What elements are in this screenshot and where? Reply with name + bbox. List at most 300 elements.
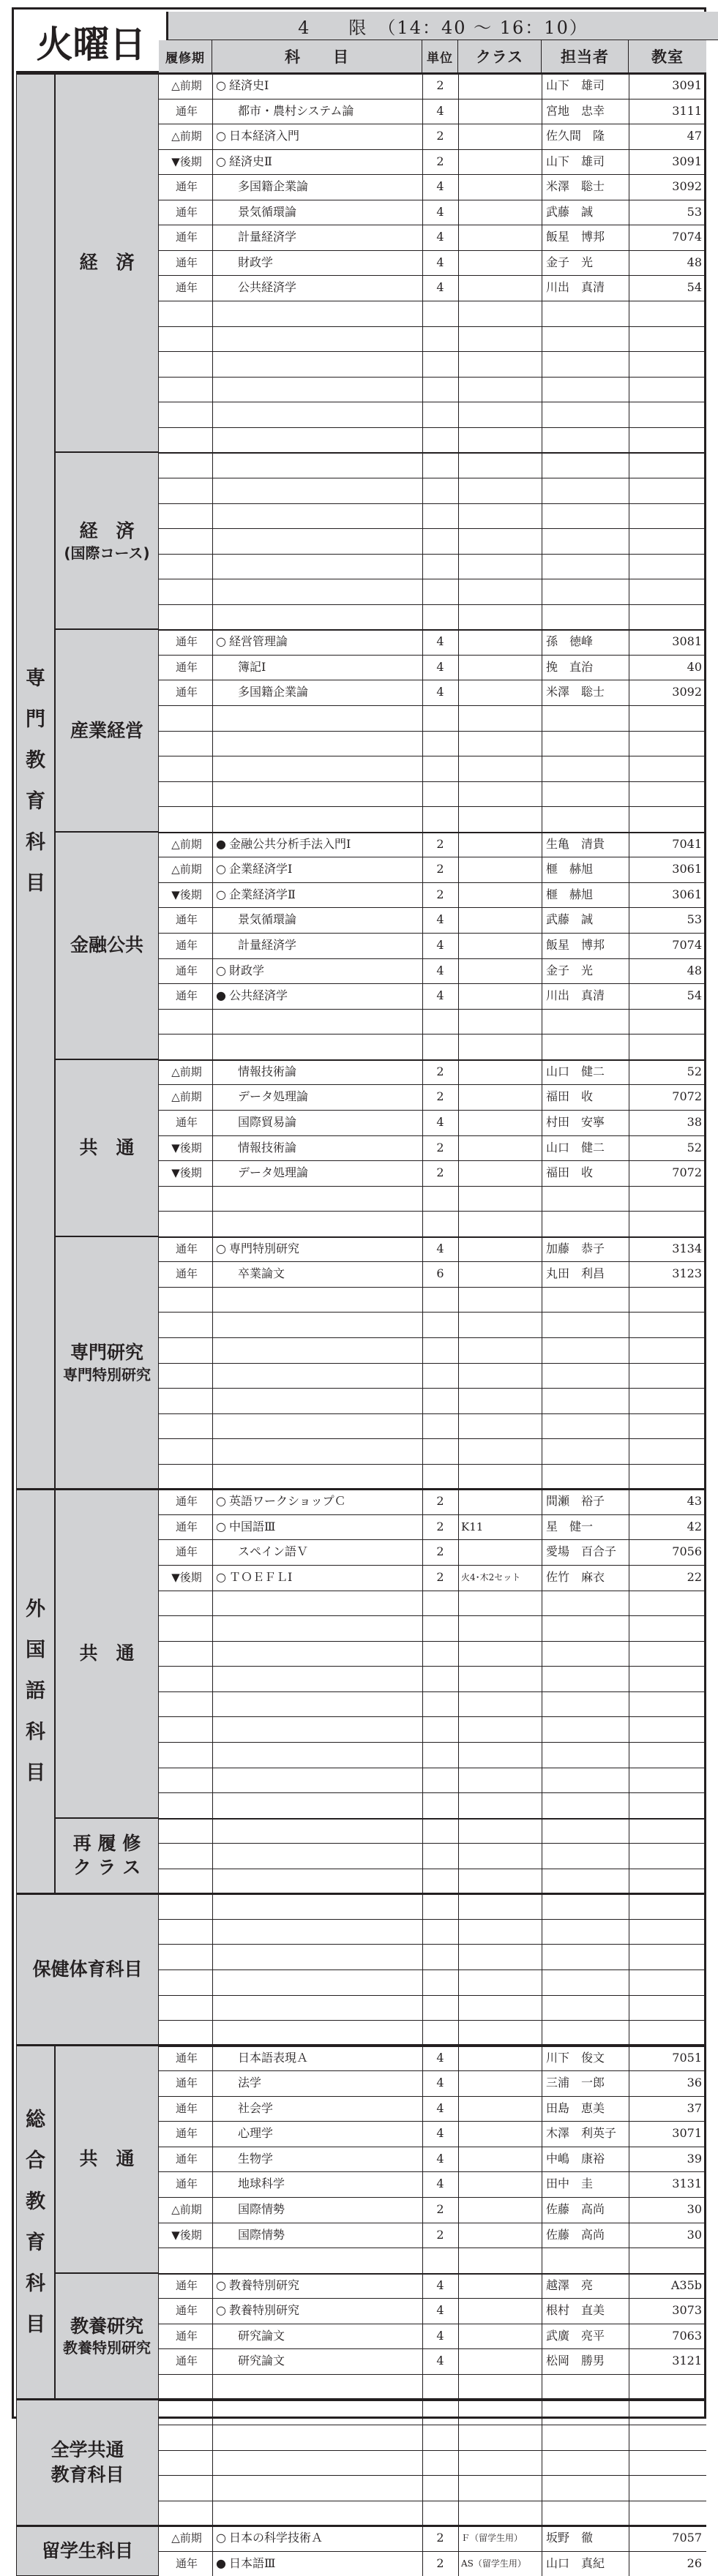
course-name: 金融公共分析手法入門Ⅰ	[229, 836, 351, 851]
category-label-char: 目	[26, 1761, 45, 1784]
course-room: 47	[687, 129, 702, 143]
category-label-char: 国	[26, 1638, 45, 1661]
course-credits: 4	[436, 255, 444, 269]
course-term: 通年	[175, 255, 198, 269]
course-room: 7057	[672, 2531, 702, 2545]
course-name-cell[interactable]	[216, 2151, 421, 2167]
course-name: 国際情勢	[238, 2227, 285, 2242]
course-credits: 4	[436, 204, 444, 219]
course-teacher: 坂野 徹	[546, 2531, 594, 2545]
open-circle-mark: ○	[216, 78, 226, 92]
open-circle-mark: ○	[216, 2303, 226, 2318]
empty-row	[159, 427, 706, 453]
empty-row	[159, 1615, 706, 1641]
course-name-cell[interactable]	[216, 78, 421, 94]
empty-row	[159, 1186, 706, 1212]
category-label-char: 目	[26, 871, 45, 895]
course-name-cell[interactable]	[216, 2050, 421, 2066]
course-name-cell[interactable]	[216, 2328, 421, 2344]
course-room: 7063	[672, 2328, 702, 2343]
empty-row	[159, 1919, 706, 1945]
category-label-char: 門	[26, 707, 45, 731]
course-room: 30	[687, 2227, 702, 2242]
open-circle-mark: ○	[216, 1494, 226, 1509]
empty-row	[159, 1591, 706, 1616]
course-name: 日本の科学技術Ａ	[229, 2531, 324, 2545]
empty-row	[159, 1666, 706, 1691]
course-teacher: 榧 赫旭	[546, 862, 594, 876]
course-name: 都市・農村システム論	[238, 103, 354, 118]
empty-row	[159, 1792, 706, 1818]
course-term: 通年	[175, 989, 198, 1003]
course-name-cell[interactable]	[216, 1140, 421, 1156]
course-room: 48	[687, 963, 702, 977]
section-label-line: 教育科目	[51, 2463, 124, 2485]
category-separator	[16, 1893, 706, 1895]
course-name-cell[interactable]	[216, 2176, 421, 2192]
course-term: ▼後期	[171, 1571, 202, 1585]
category-label-char: 科	[26, 2272, 45, 2295]
course-room: 26	[687, 2556, 702, 2570]
course-name-cell[interactable]	[216, 634, 421, 650]
course-room: 3071	[672, 2126, 702, 2141]
course-teacher: 三浦 一郎	[546, 2076, 605, 2090]
section-label-cell	[16, 1893, 159, 2045]
course-credits: 2	[436, 1494, 444, 1509]
filled-circle-mark: ●	[216, 836, 226, 851]
course-teacher: 米澤 聡士	[546, 179, 605, 194]
course-name-cell[interactable]	[216, 1165, 421, 1181]
category-label-cell	[16, 1489, 55, 1893]
course-credits: 4	[436, 2126, 444, 2141]
course-credits: 4	[436, 2151, 444, 2166]
course-teacher: 山下 雄司	[546, 154, 605, 168]
course-name-cell[interactable]	[216, 963, 421, 979]
course-teacher: 松岡 勝男	[546, 2354, 605, 2368]
course-term: 通年	[175, 1115, 198, 1129]
course-name-cell[interactable]	[216, 204, 421, 220]
category-separator	[16, 1488, 706, 1490]
course-teacher: 宮地 忠幸	[546, 103, 605, 118]
course-room: 3073	[672, 2303, 702, 2318]
empty-row	[159, 2475, 706, 2501]
course-name-cell[interactable]	[216, 2353, 421, 2369]
course-room: 38	[687, 1114, 702, 1129]
section-label-line: 金融公共	[70, 934, 143, 956]
open-circle-mark: ○	[216, 129, 226, 143]
course-credits: 4	[436, 659, 444, 674]
course-term: 通年	[175, 180, 198, 194]
course-term: ▼後期	[171, 1141, 202, 1154]
course-credits: 2	[436, 836, 444, 851]
course-teacher: 村田 安寧	[546, 1114, 605, 1129]
course-credits: 4	[436, 179, 444, 194]
course-term: 通年	[175, 2329, 198, 2343]
section-label-cell	[55, 2046, 159, 2273]
category-label-char: 教	[26, 2190, 45, 2213]
filled-circle-mark: ●	[216, 988, 226, 1003]
course-teacher: 生亀 清貴	[546, 836, 605, 851]
section-label-line: 教養研究	[70, 2315, 143, 2337]
empty-row	[159, 1944, 706, 1969]
empty-row	[159, 1691, 706, 1717]
course-credits: 2	[436, 1570, 444, 1585]
course-credits: 4	[436, 634, 444, 649]
course-name-cell[interactable]	[216, 279, 421, 296]
empty-row	[159, 503, 706, 529]
course-name-cell[interactable]	[216, 2556, 421, 2572]
section-label-line: 共 通	[79, 1136, 135, 1158]
filled-circle-mark: ●	[216, 2556, 226, 2570]
course-teacher: 武廣 亮平	[546, 2328, 605, 2343]
empty-row	[159, 377, 706, 402]
empty-row	[159, 1363, 706, 1389]
section-label-cell	[55, 1236, 159, 1490]
empty-row	[159, 1211, 706, 1236]
course-term: △前期	[171, 2203, 202, 2217]
course-term: 通年	[175, 1242, 198, 1255]
course-name: 公共経済学	[238, 280, 297, 295]
category-label-char: 教	[26, 748, 45, 772]
course-term: 通年	[175, 2354, 198, 2368]
course-term: 通年	[175, 2051, 198, 2065]
section-label-line: 共 通	[79, 2148, 135, 2170]
course-term: △前期	[171, 1090, 202, 1104]
empty-row	[159, 1995, 706, 2021]
course-name-cell[interactable]	[216, 2278, 421, 2294]
course-credits: 2	[436, 1544, 444, 1559]
category-label-char: 総	[26, 2108, 45, 2131]
empty-row	[159, 604, 706, 630]
course-credits: 4	[436, 988, 444, 1003]
teacher-col-header: 担当者	[542, 40, 629, 73]
course-name: 計量経済学	[238, 230, 297, 244]
course-name: 英語ワークショップＣ	[229, 1494, 346, 1509]
empty-row	[159, 756, 706, 781]
course-teacher: 佐藤 高尚	[546, 2202, 605, 2217]
course-name: 研究論文	[238, 2354, 285, 2368]
course-teacher: 愛場 百合子	[546, 1544, 617, 1559]
section-label-cell	[16, 2400, 159, 2526]
course-name: 景気循環論	[238, 204, 297, 219]
course-credits: 2	[436, 2202, 444, 2217]
course-credits: 2	[436, 1165, 444, 1180]
course-room: A35b	[670, 2278, 702, 2292]
course-name-cell[interactable]	[216, 128, 421, 144]
empty-row	[159, 731, 706, 756]
course-term: 通年	[175, 939, 198, 953]
course-name-cell[interactable]	[216, 2075, 421, 2091]
course-term: 通年	[175, 635, 198, 649]
course-room: 3121	[672, 2354, 702, 2368]
category-label-char: 外	[26, 1597, 45, 1621]
course-credits: 4	[436, 2328, 444, 2343]
course-room: 40	[687, 659, 702, 674]
course-term: △前期	[171, 863, 202, 876]
course-room: 42	[687, 1519, 702, 1533]
course-credits: 4	[436, 2050, 444, 2065]
empty-row	[159, 1818, 706, 1844]
course-term: 通年	[175, 686, 198, 699]
empty-row	[159, 579, 706, 604]
empty-row	[159, 806, 706, 832]
course-teacher: 飯星 博邦	[546, 938, 605, 953]
course-term: ▼後期	[171, 154, 202, 168]
empty-row	[159, 351, 706, 377]
empty-row	[159, 2248, 706, 2273]
open-circle-mark: ○	[216, 1570, 226, 1585]
course-term: 通年	[175, 2556, 198, 2570]
column-divider	[212, 73, 213, 2576]
course-name: 国際貿易論	[238, 1114, 297, 1129]
course-credits: 4	[436, 963, 444, 977]
course-term: ▼後期	[171, 887, 202, 901]
course-room: 3123	[672, 1266, 702, 1281]
course-name: 日本語Ⅲ	[229, 2556, 276, 2570]
course-room: 3134	[672, 1241, 702, 1255]
course-name-cell[interactable]	[216, 912, 421, 928]
course-term: 通年	[175, 2152, 198, 2166]
course-room: 54	[687, 280, 702, 295]
course-teacher: 佐久間 隆	[546, 129, 605, 143]
course-name-cell[interactable]	[216, 255, 421, 271]
course-name-cell[interactable]	[216, 2100, 421, 2117]
open-circle-mark: ○	[216, 1519, 226, 1533]
course-name-cell[interactable]	[216, 836, 421, 852]
section-label-line: 保健体育科目	[32, 1959, 143, 1980]
course-name: 景気循環論	[238, 912, 297, 927]
course-name-cell[interactable]	[216, 1064, 421, 1080]
course-name-cell[interactable]	[216, 1569, 421, 1585]
course-name-cell[interactable]	[216, 659, 421, 675]
open-circle-mark: ○	[216, 963, 226, 977]
course-term: 通年	[175, 205, 198, 219]
course-name: 企業経済学Ⅱ	[229, 887, 296, 901]
course-credits: 2	[436, 129, 444, 143]
section-label-cell	[55, 452, 159, 629]
course-name: 経営管理論	[229, 634, 288, 649]
empty-row	[159, 1464, 706, 1490]
course-credits: 2	[436, 1064, 444, 1078]
empty-row	[159, 1034, 706, 1059]
course-room: 3061	[672, 887, 702, 901]
course-term: △前期	[171, 129, 202, 143]
course-room: 36	[687, 2076, 702, 2090]
course-credits: 4	[436, 1114, 444, 1129]
course-name-cell[interactable]	[216, 103, 421, 119]
empty-row	[159, 2425, 706, 2450]
course-name-cell[interactable]	[216, 179, 421, 195]
course-name: 教養特別研究	[229, 2278, 300, 2292]
course-teacher: 川出 真清	[546, 280, 605, 295]
course-name-cell[interactable]	[216, 1266, 421, 1282]
course-room: 3111	[672, 103, 702, 118]
empty-row	[159, 528, 706, 554]
course-name-cell[interactable]	[216, 2227, 421, 2243]
open-circle-mark: ○	[216, 154, 226, 168]
course-term: △前期	[171, 2531, 202, 2545]
course-credits: 2	[436, 2556, 444, 2570]
empty-row	[159, 301, 706, 326]
course-name: 専門特別研究	[229, 1241, 300, 1255]
section-label-line: 経 済	[79, 252, 135, 274]
category-separator	[16, 2525, 706, 2527]
section-label-line: 産業経営	[70, 719, 143, 741]
course-term: 通年	[175, 1545, 198, 1559]
course-name-cell[interactable]	[216, 1493, 421, 1509]
empty-row	[159, 2400, 706, 2425]
course-name: 公共経済学	[229, 988, 288, 1003]
credits-col-header: 単位	[422, 40, 458, 73]
course-credits: 4	[436, 938, 444, 953]
course-teacher: 榧 赫旭	[546, 887, 594, 901]
course-name: スペイン語Ｖ	[238, 1544, 309, 1559]
course-name-cell[interactable]	[216, 154, 421, 170]
course-room: 52	[687, 1140, 702, 1154]
empty-row	[159, 1413, 706, 1439]
empty-row	[159, 1312, 706, 1337]
empty-row	[159, 2020, 706, 2046]
course-term: △前期	[171, 837, 202, 851]
course-credits: 6	[436, 1266, 444, 1281]
empty-row	[159, 1843, 706, 1869]
course-teacher: 越澤 亮	[546, 2278, 594, 2292]
column-divider	[422, 73, 423, 2576]
category-label-char: 育	[26, 789, 45, 813]
column-divider	[458, 73, 459, 2576]
course-name-cell[interactable]	[216, 2530, 421, 2546]
course-credits: 4	[436, 2177, 444, 2191]
course-name-cell[interactable]	[216, 861, 421, 877]
section-label-line: 共 通	[79, 1642, 135, 1664]
course-name-cell[interactable]	[216, 937, 421, 953]
course-name: 国際情勢	[238, 2202, 285, 2217]
course-room: 43	[687, 1494, 702, 1509]
course-term: 通年	[175, 1495, 198, 1509]
course-name-cell[interactable]	[216, 2125, 421, 2141]
course-teacher: 山口 真紀	[546, 2556, 605, 2570]
course-name: データ処理論	[238, 1165, 309, 1180]
course-name-cell[interactable]	[216, 1544, 421, 1560]
course-teacher: 間瀬 裕子	[546, 1494, 605, 1509]
course-room: 3131	[672, 2177, 702, 2191]
section-label-cell	[55, 2273, 159, 2400]
empty-row	[159, 1742, 706, 1768]
course-name-cell[interactable]	[216, 1089, 421, 1105]
empty-row	[159, 1716, 706, 1742]
course-credits: 2	[436, 2531, 444, 2545]
course-name-cell[interactable]	[216, 887, 421, 903]
class-col-header: クラス	[458, 40, 542, 73]
course-teacher: 金子 光	[546, 963, 594, 977]
course-name-cell[interactable]	[216, 988, 421, 1004]
empty-row	[159, 2501, 706, 2526]
course-name-cell[interactable]	[216, 1114, 421, 1130]
course-teacher: 山口 健二	[546, 1140, 605, 1154]
empty-row	[159, 1337, 706, 1363]
empty-row	[159, 1869, 706, 1894]
course-room: 53	[687, 912, 702, 927]
course-teacher: 中嶋 康裕	[546, 2151, 605, 2166]
course-name-cell[interactable]	[216, 2302, 421, 2318]
course-room: 22	[687, 1570, 702, 1585]
category-label-char: 科	[26, 1720, 45, 1743]
course-term: △前期	[171, 1064, 202, 1078]
course-credits: 2	[436, 1519, 444, 1533]
course-name: 地球科学	[238, 2177, 285, 2191]
category-label-char: 育	[26, 2231, 45, 2254]
course-class: K11	[461, 1520, 484, 1533]
course-name: 卒業論文	[238, 1266, 285, 1281]
category-label-char: 合	[26, 2149, 45, 2172]
course-credits: 4	[436, 2303, 444, 2318]
course-room: 48	[687, 255, 702, 269]
course-room: 7051	[672, 2050, 702, 2065]
empty-row	[159, 781, 706, 807]
course-teacher: 飯星 博邦	[546, 230, 605, 244]
course-credits: 4	[436, 912, 444, 927]
course-teacher: 根村 直美	[546, 2303, 605, 2318]
course-room: 3091	[672, 78, 702, 92]
open-circle-mark: ○	[216, 1241, 226, 1255]
course-name-cell[interactable]	[216, 1241, 421, 1257]
course-name: データ処理論	[238, 1089, 309, 1104]
course-credits: 4	[436, 1241, 444, 1255]
course-name-cell[interactable]	[216, 684, 421, 700]
category-label-char: 科	[26, 830, 45, 854]
room-col-header: 教室	[629, 40, 706, 73]
section-label-line: 留学生科目	[41, 2539, 133, 2561]
course-credits: 4	[436, 2076, 444, 2090]
course-term: 通年	[175, 104, 198, 118]
course-name: 経済史Ⅰ	[229, 78, 269, 92]
course-room: 7074	[672, 230, 702, 244]
course-room: 37	[687, 2100, 702, 2115]
course-credits: 2	[436, 78, 444, 92]
course-name-cell[interactable]	[216, 229, 421, 245]
course-class: AS（留学生用）	[461, 2558, 526, 2569]
course-teacher: 米澤 聡士	[546, 685, 605, 699]
course-name-cell[interactable]	[216, 2201, 421, 2218]
course-name: 中国語Ⅲ	[229, 1519, 276, 1533]
course-name-cell[interactable]	[216, 1519, 421, 1535]
empty-row	[159, 1388, 706, 1413]
course-teacher: 佐竹 麻衣	[546, 1570, 605, 1585]
course-credits: 4	[436, 103, 444, 118]
open-circle-mark: ○	[216, 2278, 226, 2292]
course-credits: 4	[436, 230, 444, 244]
category-label-cell	[16, 2046, 55, 2400]
course-credits: 2	[436, 1140, 444, 1154]
empty-row	[159, 1287, 706, 1313]
course-room: 7072	[672, 1089, 702, 1104]
course-term: 通年	[175, 2304, 198, 2318]
empty-row	[159, 1969, 706, 1995]
section-label-line: 経 済	[79, 519, 135, 541]
empty-row	[159, 478, 706, 503]
course-name: 財政学	[238, 255, 274, 269]
course-room: 52	[687, 1064, 702, 1078]
course-term: ▼後期	[171, 2228, 202, 2242]
course-room: 7074	[672, 938, 702, 953]
empty-row	[159, 1768, 706, 1793]
course-name: 経済史Ⅱ	[229, 154, 272, 168]
course-term: 通年	[175, 2177, 198, 2191]
category-separator	[16, 72, 706, 75]
day-title: 火曜日	[16, 12, 168, 73]
empty-row	[159, 705, 706, 731]
term-col-header: 履修期	[159, 40, 212, 73]
